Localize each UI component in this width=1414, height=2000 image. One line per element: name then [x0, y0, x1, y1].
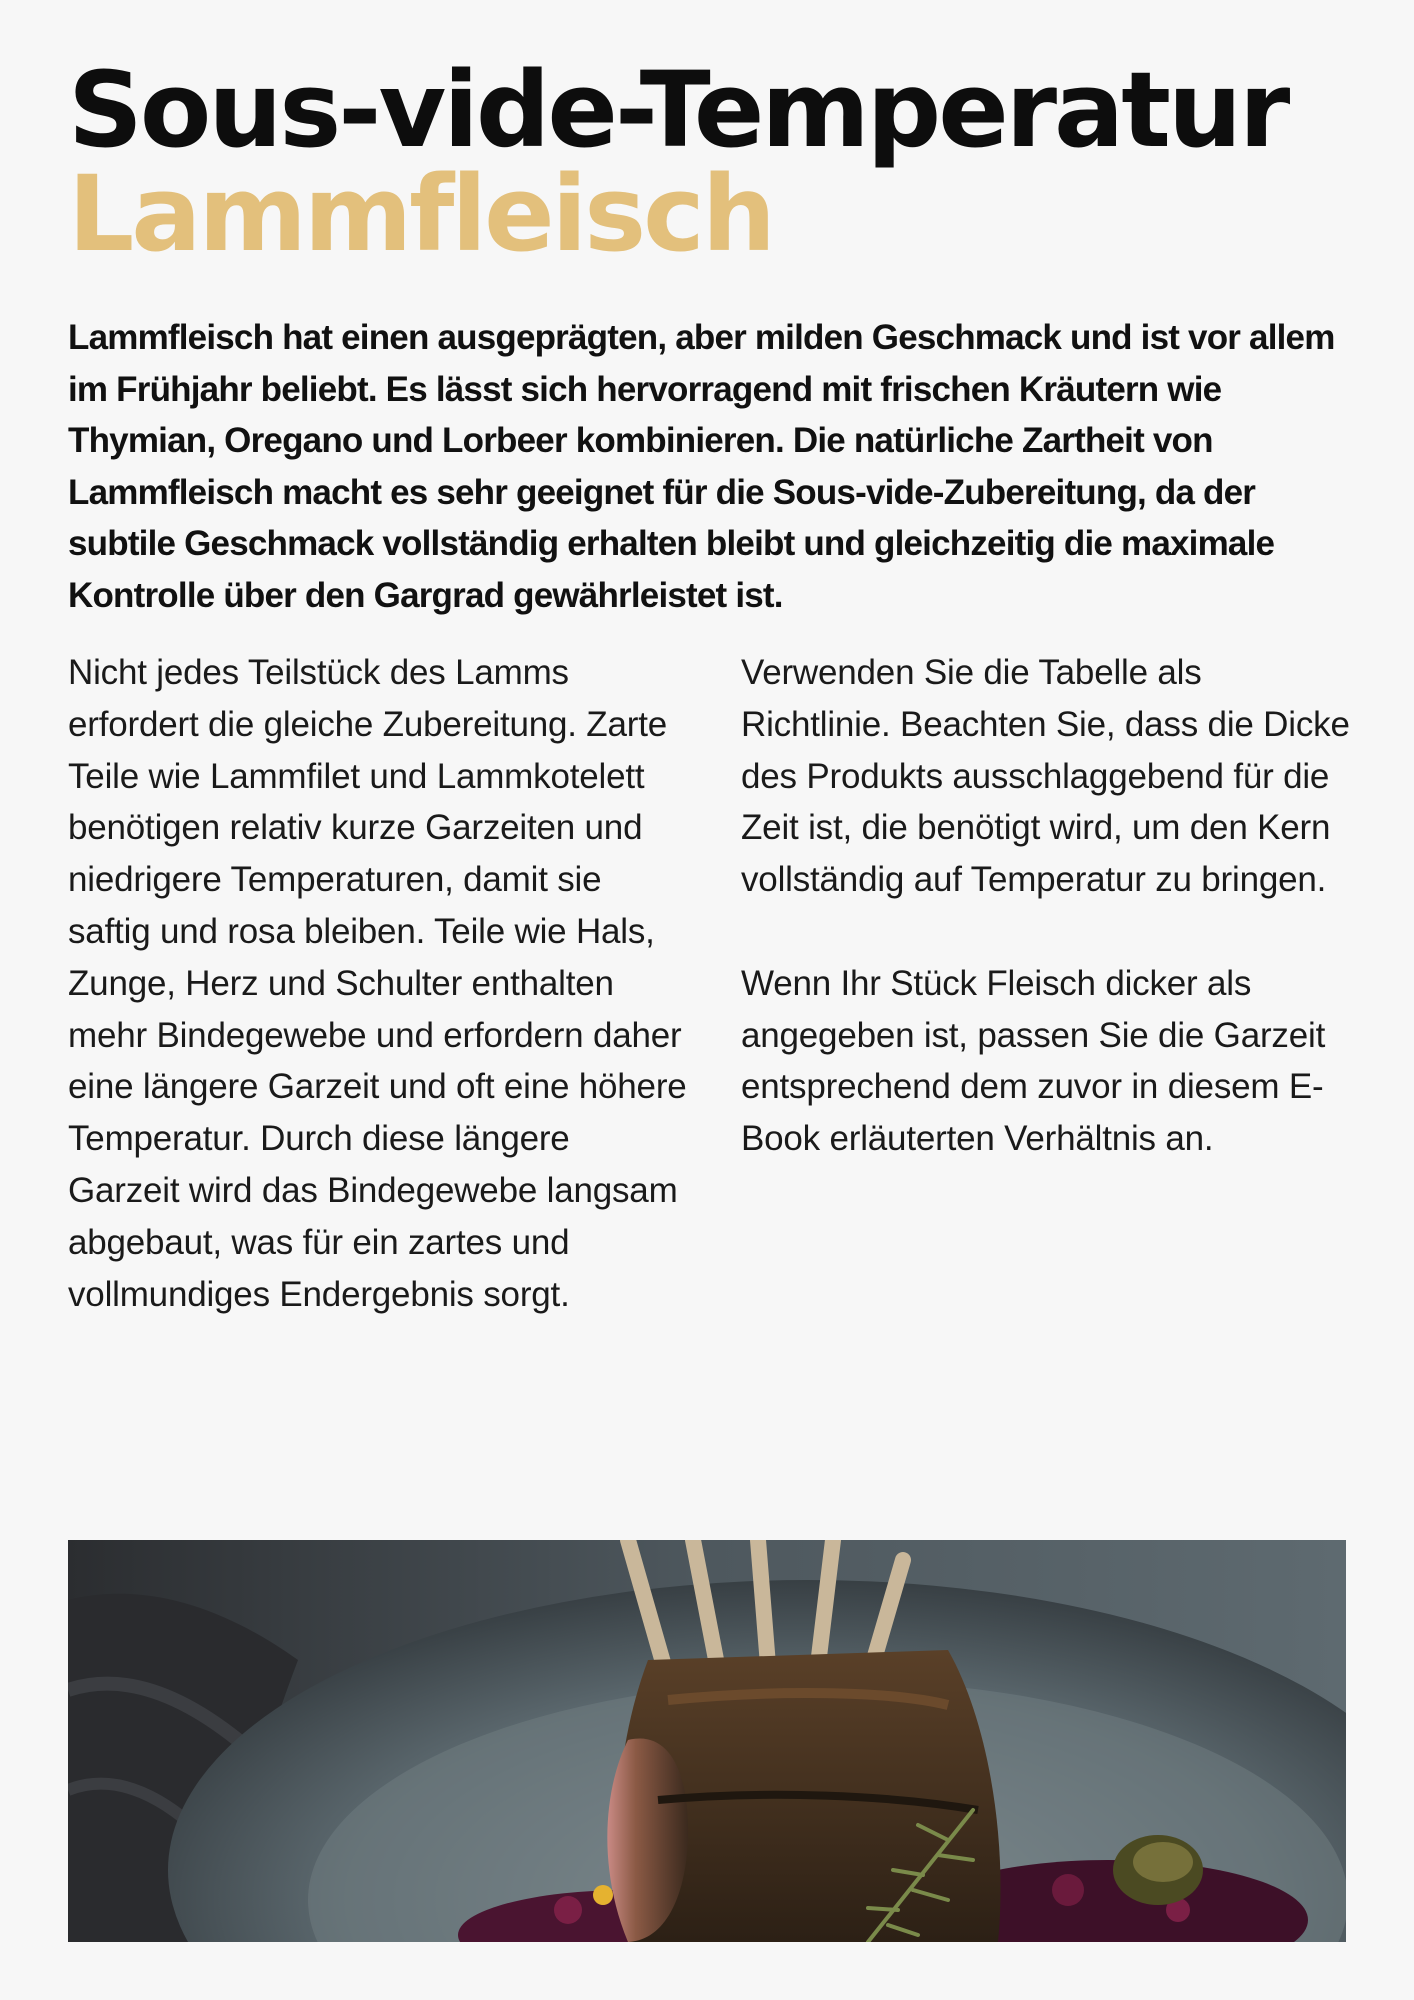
page-title-line1: Sous-vide-Temperatur: [68, 49, 1288, 171]
body-column-right: [741, 647, 1356, 1165]
intro-paragraph: Lammfleisch hat einen ausgeprägten, aber milden Geschmack und ist vor allem im Frühjahr beliebt. Es lässt sich hervorragend mit frischen Kräutern wie Thymian, Oregano und Lorbeer kombinieren. Die natürliche Zartheit von Lammfleisch macht es sehr geeignet für die Sous-vide-Zubereitung, da der subtile Geschmack vollständig erhalten bleibt und gleichzeitig die maximale Kontrolle über den Gargrad gewährleistet ist.: [68, 318, 1335, 615]
body-paragraph-right-1: Verwenden Sie die Tabelle als Richtlinie. Beachten Sie, dass die Dicke des Produkts ausschlaggebend für die Zeit ist, die benötigt wird, um den Kern vollständig auf Temperatur zu bringen.: [741, 653, 1350, 900]
body-paragraph-right-2: Wenn Ihr Stück Fleisch dicker als angegeben ist, passen Sie die Garzeit entsprechend dem zuvor in diesem E-Book erläuterten Verhältnis an.: [741, 963, 1326, 1159]
page-title: [68, 49, 1358, 275]
body-paragraph-left: Nicht jedes Teilstück des Lamms erfordert die gleiche Zubereitung. Zarte Teile wie Lammfilet und Lammkotelett benötigen relativ kurze Garzeiten und niedrigere Temperaturen, damit sie saftig und rosa bleiben. Teile wie Hals, Zunge, Herz und Schulter enthalten mehr Bindegewebe und erfordern daher eine längere Garzeit und oft eine höhere Temperatur. Durch diese längere Garzeit wird das Bindegewebe langsam abgebaut, was für ein zartes und vollmundiges Endergebnis sorgt.: [68, 653, 687, 1314]
lamb-rack-illustration: [68, 1540, 1346, 1942]
page-title-line2: Lammfleisch: [68, 153, 773, 275]
lamb-rack-photo: [68, 1540, 1346, 1942]
body-column-left: [68, 647, 688, 1320]
